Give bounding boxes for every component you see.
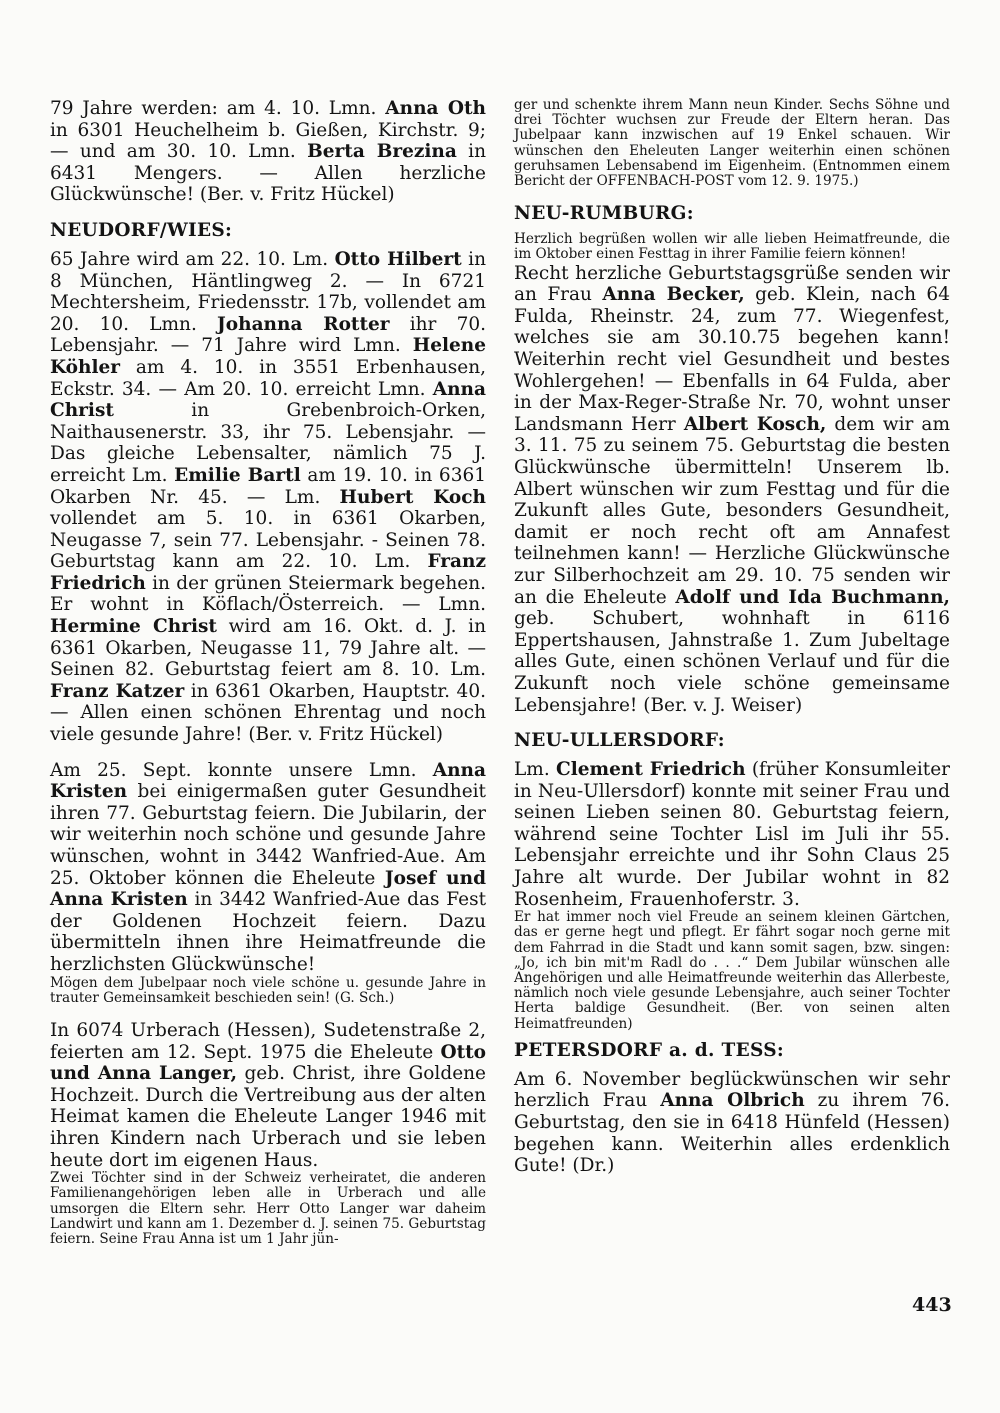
name-berta-brezina: Berta Brezina [307, 141, 457, 163]
heading-petersdorf: PETERSDORF a. d. TESS: [514, 1039, 785, 1061]
paragraph-langer: In 6074 Urberach (Hessen), Sudetenstraße 2, feierten am 12. Sept. 1975 die Eheleute Otto und Anna Langer, geb. Christ, ihre Goldene Hochzeit. Durch die Vertreibung aus der alten Heimat kamen die Eheleute Langer 1946 mit ihren Kindern nach Urberach und sie leben heute dort im eigenen Haus. [50, 1019, 486, 1171]
paragraph-oth-brezina: 79 Jahre werden: am 4. 10. Lmn. Anna Oth in 6301 Heuchelheim b. Gießen, Kirchstr. 9; — und am 30. 10. Lmn. Berta Brezina in 6431 Mengers. — Allen herzliche Glückwünsche! (Ber. v. Fritz Hückel) [50, 98, 486, 206]
small-note-ullersdorf: Er hat immer noch viel Freude an seinem kleinen Gärtchen, das er gerne hegt und pflegt. Er fährt sogar noch gerne mit dem Fahrrad in die Stadt und kann somit sagen, bzw. singen: „Jo, ich bin mit'm Radl do . . .“ Dem Jubilar wünschen alle Angehörigen und alle Heimatfreunde weiterhin das Allerbeste, nämlich noch viele gesunde Lebensjahre, auch seiner Tochter Herta baldige Gesundheit. (Ber. von seinen alten Heimatfreunden) [514, 909, 950, 1032]
heading-neu-rumburg: NEU-RUMBURG: [514, 203, 694, 225]
small-note-kristen: Mögen dem Jubelpaar noch viele schöne u. gesunde Jahre in trauter Gemeinsamkeit beschieden sein! (G. Sch.) [50, 974, 486, 1006]
paragraph-neudorf: 65 Jahre wird am 22. 10. Lm. Otto Hilbert in 8 München, Häntlingweg 2. — In 6721 Mechtersheim, Friedensstr. 17b, vollendet am 20. 10. Lmn. Johanna Rotter ihr 70. Lebensjahr. — 71 Jahre wird Lmn. Helene Köhler am 4. 10. in 3551 Erbenhausen, Eckstr. 34. — Am 20. 10. erreicht Lmn. Anna Christ in Grebenbroich-Orken, Naithausenerstr. 33, ihr 75. Lebensjahr. — Das gleiche Lebensalter, nämlich 75 J. erreicht Lm. Emilie Bartl am 19. 10. in 6361 Okarben Nr. 45. — Lm. Hubert Koch vollendet am 5. 10. in 6361 Okarben, Neugasse 7, sein 77. Lebensjahr. - Seinen 78. Geburtstag kann am 22. 10. Lm. Franz Friedrich in der grünen Steiermark begehen. Er wohnt in Köflach/Österreich. — Lmn. Hermine Christ wird am 16. Okt. d. J. in 6361 Okarben, Neugasse 11, 79 Jahre alt. — Seinen 82. Geburtstag feiert am 8. 10. Lm. Franz Katzer in 6361 Okarben, Hauptstr. 40. — Allen einen schönen Ehrentag und noch viele gesunde Jahre! (Ber. v. Fritz Hückel) [50, 248, 487, 746]
page-number: 443 [912, 1294, 952, 1316]
paragraph-petersdorf: Am 6. November beglückwünschen wir sehr herzlich Frau Anna Olbrich zu ihrem 76. Geburtstag, den sie in 6418 Hünfeld (Hessen) begehen kann. Weiterhin alles erdenklich Gute! (Dr.) [514, 1068, 950, 1177]
heading-neu-ullersdorf: NEU-ULLERSDORF: [514, 730, 725, 752]
paragraph-rumburg: Recht herzliche Geburtstagsgrüße senden wir an Frau Anna Becker, geb. Klein, nach 64 Fulda, Rheinstr. 24, zum 77. Wiegenfest, welches sie am 30.10.75 begehen kann! Weiterhin recht viel Gesundheit und bestes Wohlergehen! — Ebenfalls in 64 Fulda, aber in der Max-Reger-Straße Nr. 70, wohnt unser Landsmann Herr Albert Kosch, dem wir am 3. 11. 75 zu seinem 75. Geburtstag die besten Glückwünsche übermitteln! Unserem lb. Albert wünschen wir zum Festtag und für die Zukunft alles Gute, besonders Gesundheit, damit er noch recht oft am Annafest teilnehmen kann! — Herzliche Glückwünsche zur Silberhochzeit am 29. 10. 75 senden wir an die Eheleute Adolf und Ida Buchmann, geb. Schubert, wohnhaft in 6116 Eppertshausen, Jahnstraße 1. Zum Jubeltage alles Gute, einen schönen Verlauf und für die Zukunft noch viele schöne gemeinsame Lebensjahre! (Ber. v. J. Weiser) [514, 262, 951, 716]
small-note-rumburg: Herzlich begrüßen wollen wir alle lieben Heimatfreunde, die im Oktober einen Festtag in ihrer Familie feiern können! [514, 231, 950, 263]
small-note-langer: Zwei Töchter sind in der Schweiz verheiratet, die anderen Familienangehörigen leben alle in Urberach und alle umsorgen die Eltern sehr. Herr Otto Langer war daheim Landwirt und kann am 1. Dezember d. J. seinen 75. Geburtstag feiern. Seine Frau Anna ist um 1 Jahr jün- [50, 1170, 486, 1247]
paragraph-kristen: Am 25. Sept. konnte unsere Lmn. Anna Kristen bei einigermaßen guter Gesundheit ihren 77. Geburtstag feiern. Die Jubilarin, der wir weiterhin noch schöne und gesunde Jahre wünschen, wohnt in 3442 Wanfried-Aue. Am 25. Oktober können die Eheleute Josef und Anna Kristen in 3442 Wanfried-Aue das Fest der Goldenen Hochzeit feiern. Dazu übermitteln ihnen ihre Heimatfreunde die herzlichsten Glückwünsche! [50, 759, 487, 975]
paragraph-ullersdorf: Lm. Clement Friedrich (früher Konsumleiter in Neu-Ullersdorf) konnte mit seiner Frau und seinen Lieben seinen 80. Geburtstag feiern, während seine Tochter Lisl im Juli ihr 55. Lebensjahr erreichte und ihr Sohn Claus 25 Jahre alt wurde. Der Jubilar wohnt in 82 Rosenheim, Frauenhoferstr. 3. [514, 759, 950, 910]
left-column [50, 98, 486, 1247]
heading-neudorf-wies: NEUDORF/WIES: [50, 219, 233, 241]
small-note-langer-cont: ger und schenkte ihrem Mann neun Kinder. Sechs Söhne und drei Töchter wuchsen zur Freude der Eltern heran. Das Jubelpaar kann inzwischen auf 19 Enkel schauen. Wir wünschen den Eheleuten Langer weiterhin einen schönen geruhsamen Lebensabend im Eigenheim. (Entnommen einem Bericht der OFFENBACH-POST vom 12. 9. 1975.) [514, 97, 950, 190]
name-anna-oth: Anna Oth [385, 98, 486, 119]
right-column [514, 98, 950, 1177]
